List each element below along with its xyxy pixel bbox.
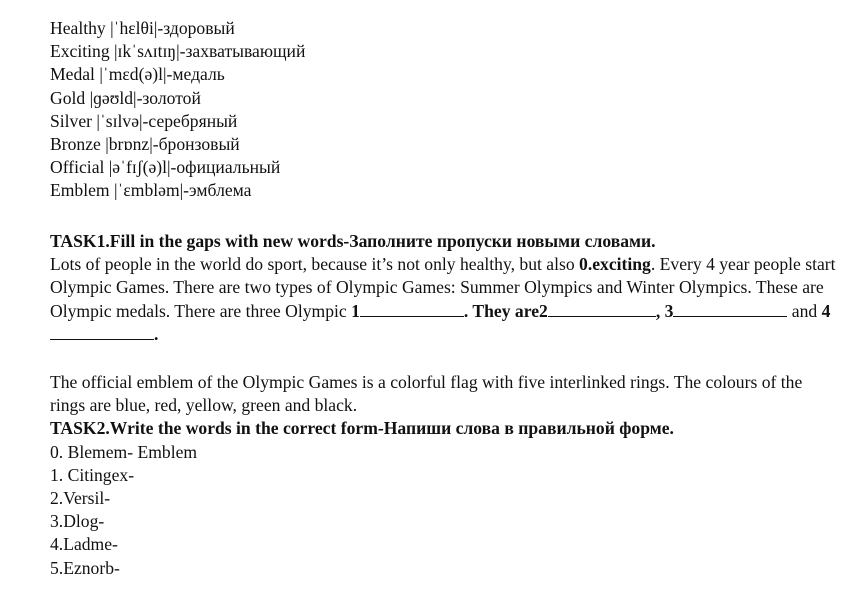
gap-1-blank[interactable]	[360, 312, 464, 317]
task1-title: TASK1.Fill in the gaps with new words-Заполните пропуски новыми словами.	[50, 231, 656, 251]
task1-text-c: . They are	[463, 300, 540, 321]
vocab-item-gold: Gold |ɡəʊld|-золотой	[50, 87, 201, 108]
gap-4-blank[interactable]	[50, 335, 154, 340]
task2-item-0: 0. Blemem- Emblem	[50, 441, 198, 462]
vocab-item-official: Official |əˈfɪʃ(ə)l|-официальный	[50, 157, 281, 178]
task2-section	[50, 371, 840, 580]
gap-1-number: 1	[351, 300, 360, 321]
vocab-item-bronze: Bronze |brɒnz|-бронзовый	[50, 134, 240, 155]
gap-4-number: 4	[821, 300, 831, 321]
task1-paragraph	[50, 253, 840, 346]
task1-example-word: 0.exciting	[579, 254, 651, 275]
gap-2-number: 2	[539, 300, 548, 321]
task1-section	[50, 230, 840, 346]
task2-item-3: 3.Dlog-	[50, 511, 105, 532]
vocabulary-list	[50, 17, 305, 203]
task2-title: TASK2.Write the words in the correct form-Напиши слова в правильной форме.	[50, 418, 674, 439]
task2-item-4: 4.Ladme-	[50, 534, 118, 555]
gap-3-number: 3	[664, 300, 674, 321]
vocab-item-silver: Silver |ˈsɪlvə|-серебряный	[50, 110, 238, 131]
emblem-paragraph: The official emblem of the Olympic Games is a colorful flag with five interlinked rings. The colours of the rings are blue, red, yellow, green and black.	[50, 372, 803, 416]
task2-item-1: 1. Citingex-	[50, 464, 135, 485]
task1-text-f: .	[154, 323, 159, 344]
task2-item-5: 5.Eznorb-	[50, 557, 120, 578]
vocab-item-emblem: Emblem |ˈɛmbləm|-эмблема	[50, 180, 252, 201]
task1-text-e: and	[787, 300, 822, 321]
vocab-item-healthy: Healthy |ˈhɛlθi|-здоровый	[50, 18, 235, 38]
task1-text-b: . Every 4 year people start Olympic Games. There are two types of Olympic Games: Summer Olympics and Winter Olympics. These are Olympic medals. There are three Olympic	[50, 254, 836, 321]
vocab-item-medal: Medal |ˈmɛd(ə)l|-медаль	[50, 64, 225, 85]
task1-text-a: Lots of people in the world do sport, because it’s not only healthy, but also	[50, 254, 580, 275]
vocab-item-exciting: Exciting |ɪkˈsʌɪtɪŋ|-захватывающий	[50, 41, 306, 62]
task1-text-d: ,	[655, 300, 665, 321]
gap-2-blank[interactable]	[548, 312, 656, 317]
gap-3-blank[interactable]	[673, 312, 787, 317]
task2-items	[50, 441, 840, 580]
task2-item-2: 2.Versil-	[50, 488, 111, 509]
